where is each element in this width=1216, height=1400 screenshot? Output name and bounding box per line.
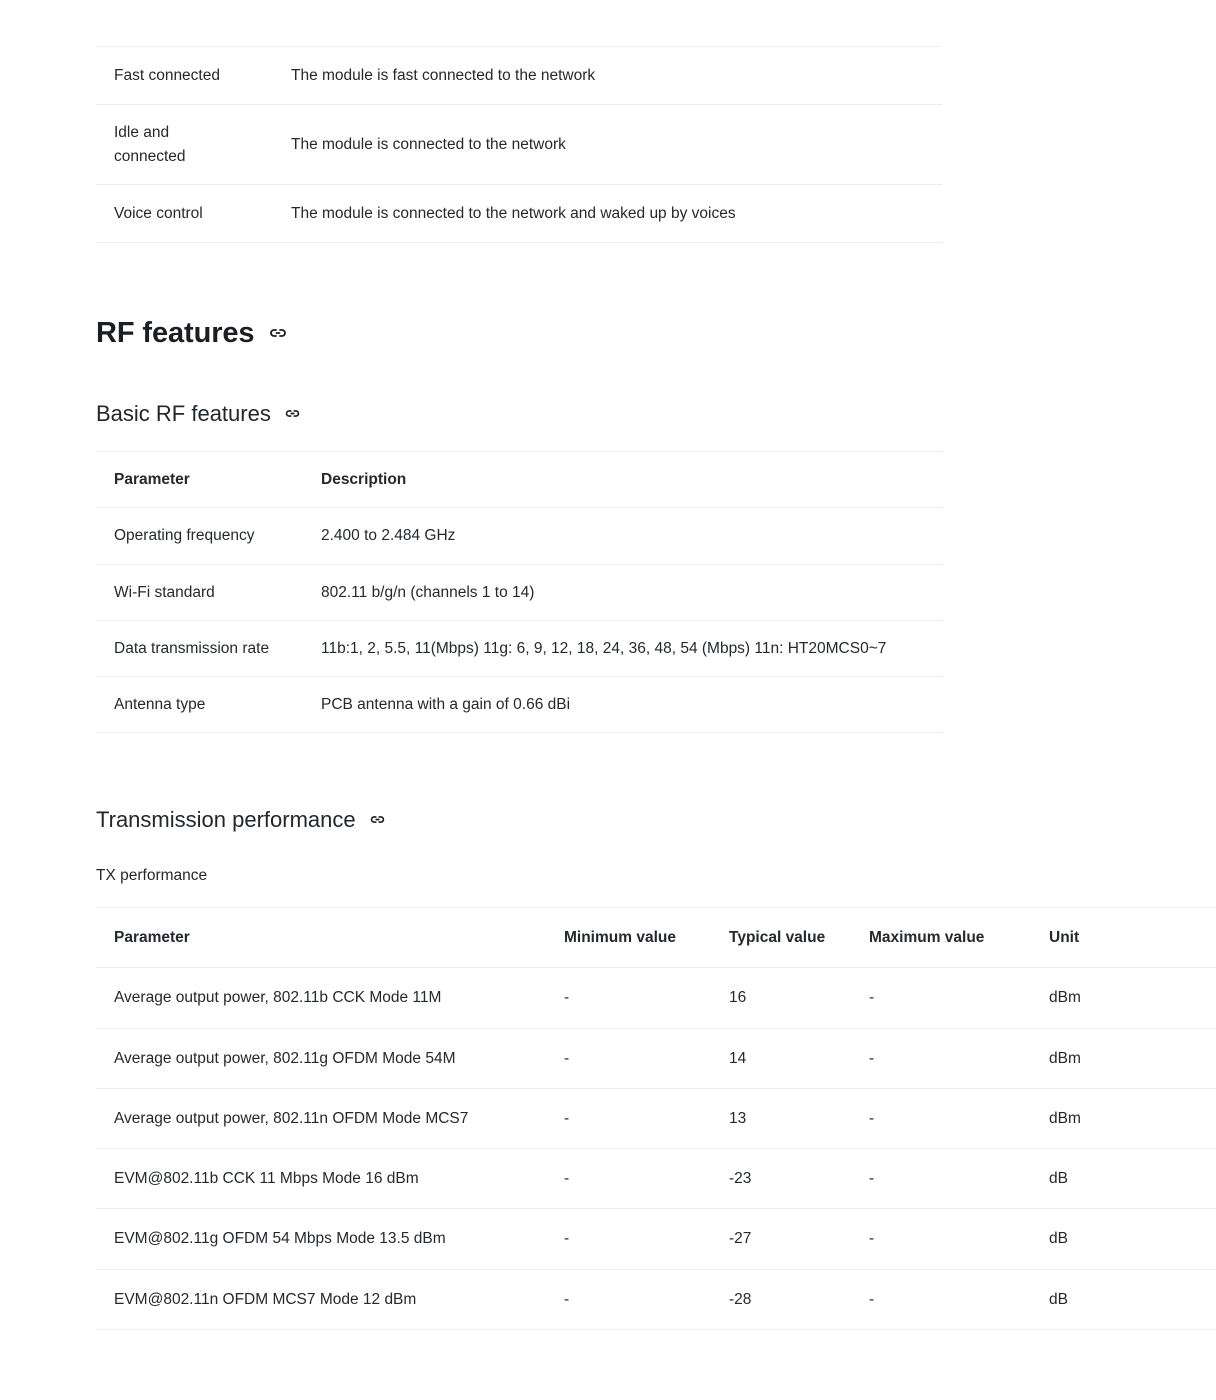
maximum-value-cell: - <box>851 1088 1031 1148</box>
basic-rf-table-wrapper <box>96 451 942 733</box>
column-header-parameter: Parameter <box>96 908 546 968</box>
column-header-minimum-value: Minimum value <box>546 908 711 968</box>
typical-value-cell: 14 <box>711 1028 851 1088</box>
tx-performance-table <box>96 907 1216 1330</box>
parameter-cell: Wi-Fi standard <box>96 564 303 620</box>
column-header-typical-value: Typical value <box>711 908 851 968</box>
table-row <box>96 564 942 620</box>
status-state-line1: Idle and <box>114 124 170 142</box>
parameter-cell: Average output power, 802.11g OFDM Mode 54M <box>96 1028 546 1088</box>
column-header-maximum-value: Maximum value <box>851 908 1031 968</box>
table-row <box>96 47 942 105</box>
tx-performance-caption: TX performance <box>96 867 208 884</box>
rf-features-heading-wrapper <box>96 315 288 351</box>
basic-rf-features-heading-label: Basic RF features <box>96 401 271 426</box>
maximum-value-cell: - <box>851 1149 1031 1209</box>
status-state-line2: connected <box>114 147 186 165</box>
minimum-value-cell: - <box>546 1088 711 1148</box>
maximum-value-cell: - <box>851 1209 1031 1269</box>
table-row <box>96 677 942 733</box>
parameter-cell: Average output power, 802.11n OFDM Mode MCS7 <box>96 1088 546 1148</box>
link-icon[interactable] <box>284 405 301 422</box>
maximum-value-cell: - <box>851 968 1031 1028</box>
maximum-value-cell: - <box>851 1028 1031 1088</box>
unit-cell: dBm <box>1031 1028 1216 1088</box>
table-row <box>96 105 942 185</box>
column-header-parameter: Parameter <box>96 452 303 508</box>
status-state-cell <box>96 105 273 185</box>
unit-cell: dB <box>1031 1269 1216 1329</box>
tx-performance-table-wrapper <box>96 907 1216 1330</box>
status-description-cell: The module is connected to the network and waked up by voices <box>273 184 942 242</box>
description-cell: 802.11 b/g/n (channels 1 to 14) <box>303 564 942 620</box>
status-state-cell: Voice control <box>96 184 273 242</box>
unit-cell: dBm <box>1031 1088 1216 1148</box>
status-description-cell: The module is fast connected to the network <box>273 47 942 105</box>
parameter-cell: Antenna type <box>96 677 303 733</box>
table-row <box>96 620 942 676</box>
status-state-cell: Fast connected <box>96 47 273 105</box>
typical-value-cell: -28 <box>711 1269 851 1329</box>
transmission-performance-heading-wrapper <box>96 806 386 834</box>
basic-rf-features-heading <box>96 400 301 428</box>
status-table-wrapper <box>96 46 942 243</box>
minimum-value-cell: - <box>546 1028 711 1088</box>
parameter-cell: Operating frequency <box>96 508 303 564</box>
table-row <box>96 508 942 564</box>
description-cell: 2.400 to 2.484 GHz <box>303 508 942 564</box>
table-header-row <box>96 452 942 508</box>
transmission-performance-heading-label: Transmission performance <box>96 807 356 832</box>
typical-value-cell: 13 <box>711 1088 851 1148</box>
unit-cell: dB <box>1031 1149 1216 1209</box>
minimum-value-cell: - <box>546 1269 711 1329</box>
unit-cell: dBm <box>1031 968 1216 1028</box>
table-row <box>96 184 942 242</box>
table-row <box>96 1269 1216 1329</box>
parameter-cell: EVM@802.11b CCK 11 Mbps Mode 16 dBm <box>96 1149 546 1209</box>
table-row <box>96 1028 1216 1088</box>
table-row <box>96 968 1216 1028</box>
table-row <box>96 1209 1216 1269</box>
description-cell: 11b:1, 2, 5.5, 11(Mbps) 11g: 6, 9, 12, 18, 24, 36, 48, 54 (Mbps) 11n: HT20MCS0~7 <box>303 620 942 676</box>
basic-rf-features-heading-wrapper <box>96 400 301 428</box>
typical-value-cell: -27 <box>711 1209 851 1269</box>
table-row <box>96 1088 1216 1148</box>
rf-features-heading <box>96 315 288 351</box>
minimum-value-cell: - <box>546 1149 711 1209</box>
tx-performance-caption-wrapper <box>96 864 207 887</box>
basic-rf-features-table <box>96 451 942 733</box>
parameter-cell: EVM@802.11n OFDM MCS7 Mode 12 dBm <box>96 1269 546 1329</box>
table-header-row <box>96 908 1216 968</box>
minimum-value-cell: - <box>546 1209 711 1269</box>
status-table <box>96 46 942 243</box>
typical-value-cell: -23 <box>711 1149 851 1209</box>
link-icon[interactable] <box>369 811 386 828</box>
typical-value-cell: 16 <box>711 968 851 1028</box>
transmission-performance-heading <box>96 806 386 834</box>
parameter-cell: Data transmission rate <box>96 620 303 676</box>
column-header-unit: Unit <box>1031 908 1216 968</box>
parameter-cell: EVM@802.11g OFDM 54 Mbps Mode 13.5 dBm <box>96 1209 546 1269</box>
status-description-cell: The module is connected to the network <box>273 105 942 185</box>
minimum-value-cell: - <box>546 968 711 1028</box>
rf-features-heading-label: RF features <box>96 317 255 349</box>
unit-cell: dB <box>1031 1209 1216 1269</box>
parameter-cell: Average output power, 802.11b CCK Mode 11M <box>96 968 546 1028</box>
link-icon[interactable] <box>268 323 288 343</box>
maximum-value-cell: - <box>851 1269 1031 1329</box>
description-cell: PCB antenna with a gain of 0.66 dBi <box>303 677 942 733</box>
table-row <box>96 1149 1216 1209</box>
column-header-description: Description <box>303 452 942 508</box>
